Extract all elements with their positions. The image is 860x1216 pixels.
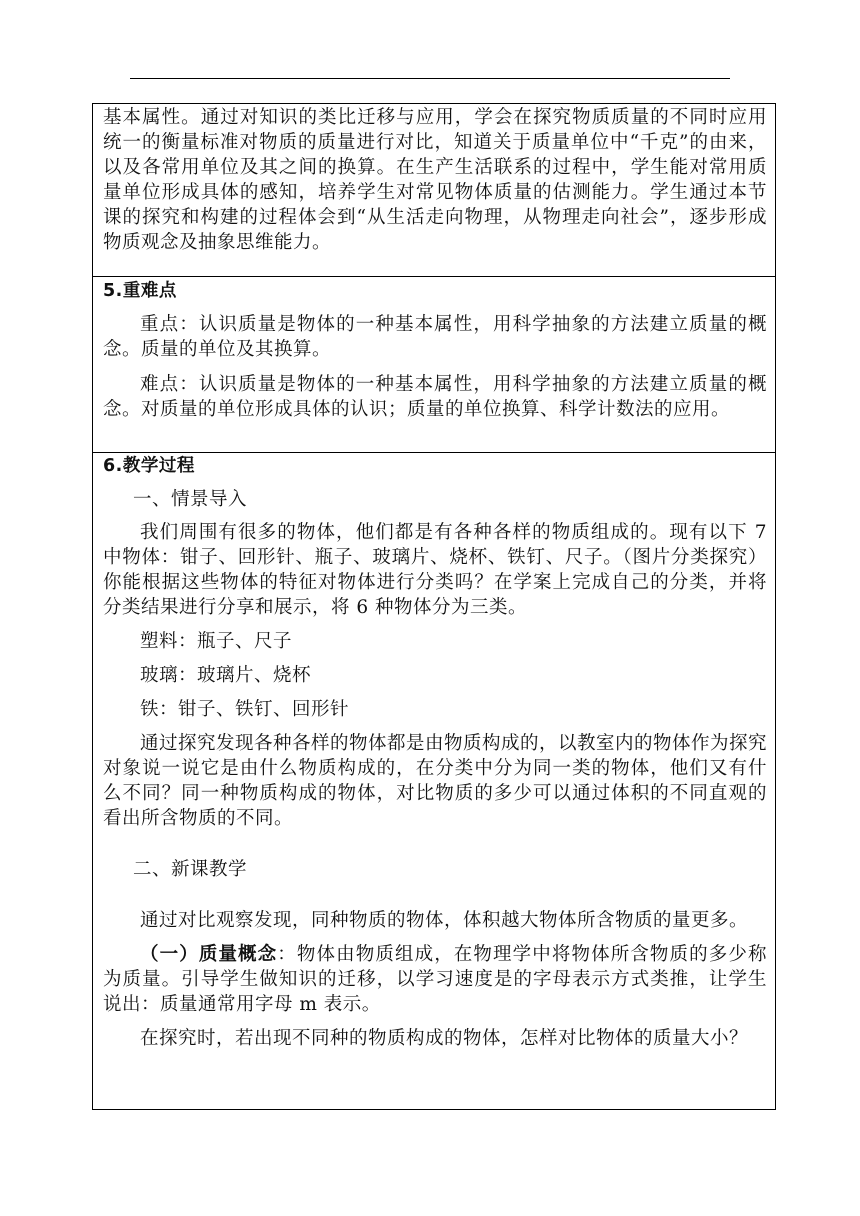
iron-category: 铁：钳子、铁钉、回形针 — [140, 699, 350, 720]
question-paragraph: 在探究时，若出现不同种的物质构成的物体，怎样对比物体的质量大小？ — [140, 1028, 749, 1049]
key-points-heading: 5.重难点 — [103, 281, 177, 301]
glass-category: 玻璃：玻璃片、烧杯 — [140, 665, 312, 686]
teaching-process-heading: 6.教学过程 — [103, 456, 195, 476]
key-point-paragraph: 重点：认识质量是物体的一种基本属性，用科学抽象的方法建立质量的概念。质量的单位及其换算。 — [103, 314, 767, 360]
observation-paragraph: 通过对比观察发现，同种物质的物体，体积越大物体所含物质的量更多。 — [140, 910, 749, 931]
plastic-category: 塑料：瓶子、尺子 — [140, 631, 293, 652]
mass-concept-paragraph — [103, 942, 767, 1017]
lesson-plan-table — [92, 103, 776, 1110]
intro-paragraph: 我们周围有很多的物体，他们都是有各种各样的物质组成的。现有以下 7 中物体：钳子、回形针、瓶子、玻璃片、烧杯、铁钉、尺子。（图片分类探究）你能根据这些物体的特征对物体进行分类吗？在学案上完成自己的分类，并将分类结果进行分享和展示，将 6 种物体分为三类。 — [103, 522, 767, 618]
section-new-lesson-title: 二、新课教学 — [133, 859, 248, 880]
objectives-paragraph: 基本属性。通过对知识的类比迁移与应用，学会在探究物质质量的不同时应用统一的衡量标准对物质的质量进行对比，知道关于质量单位中“千克”的由来，以及各常用单位及其之间的换算。在生产生活联系的过程中，学生能对常用质量单位形成具体的感知，培养学生对常见物体质量的估测能力。学生通过本节课的探究和构建的过程体会到“从生活走向物理，从物理走向社会”，逐步形成物质观念及抽象思维能力。 — [103, 107, 767, 253]
mass-concept-label: （一）质量概念 — [140, 944, 278, 965]
section-intro-title: 一、情景导入 — [133, 489, 248, 510]
mass-concept-text: ：物体由物质组成，在物理学中将物体所含物质的多少称为质量。引导学生做知识的迁移，以学习速度是的字母表示方式类推，让学生说出：质量通常用字母 m 表示。 — [103, 944, 767, 1015]
header-rule — [130, 78, 730, 79]
teaching-process-cell — [93, 453, 775, 1109]
key-points-cell — [93, 277, 775, 453]
difficult-point-paragraph: 难点：认识质量是物体的一种基本属性，用科学抽象的方法建立质量的概念。对质量的单位形成具体的认识；质量的单位换算、科学计数法的应用。 — [103, 374, 767, 420]
objectives-cell — [93, 104, 775, 277]
discovery-paragraph: 通过探究发现各种各样的物体都是由物质构成的，以教室内的物体作为探究对象说一说它是由什么物质构成的，在分类中分为同一类的物体，他们又有什么不同？同一种物质构成的物体，对比物质的多少可以通过体积的不同直观的看出所含物质的不同。 — [103, 733, 768, 829]
